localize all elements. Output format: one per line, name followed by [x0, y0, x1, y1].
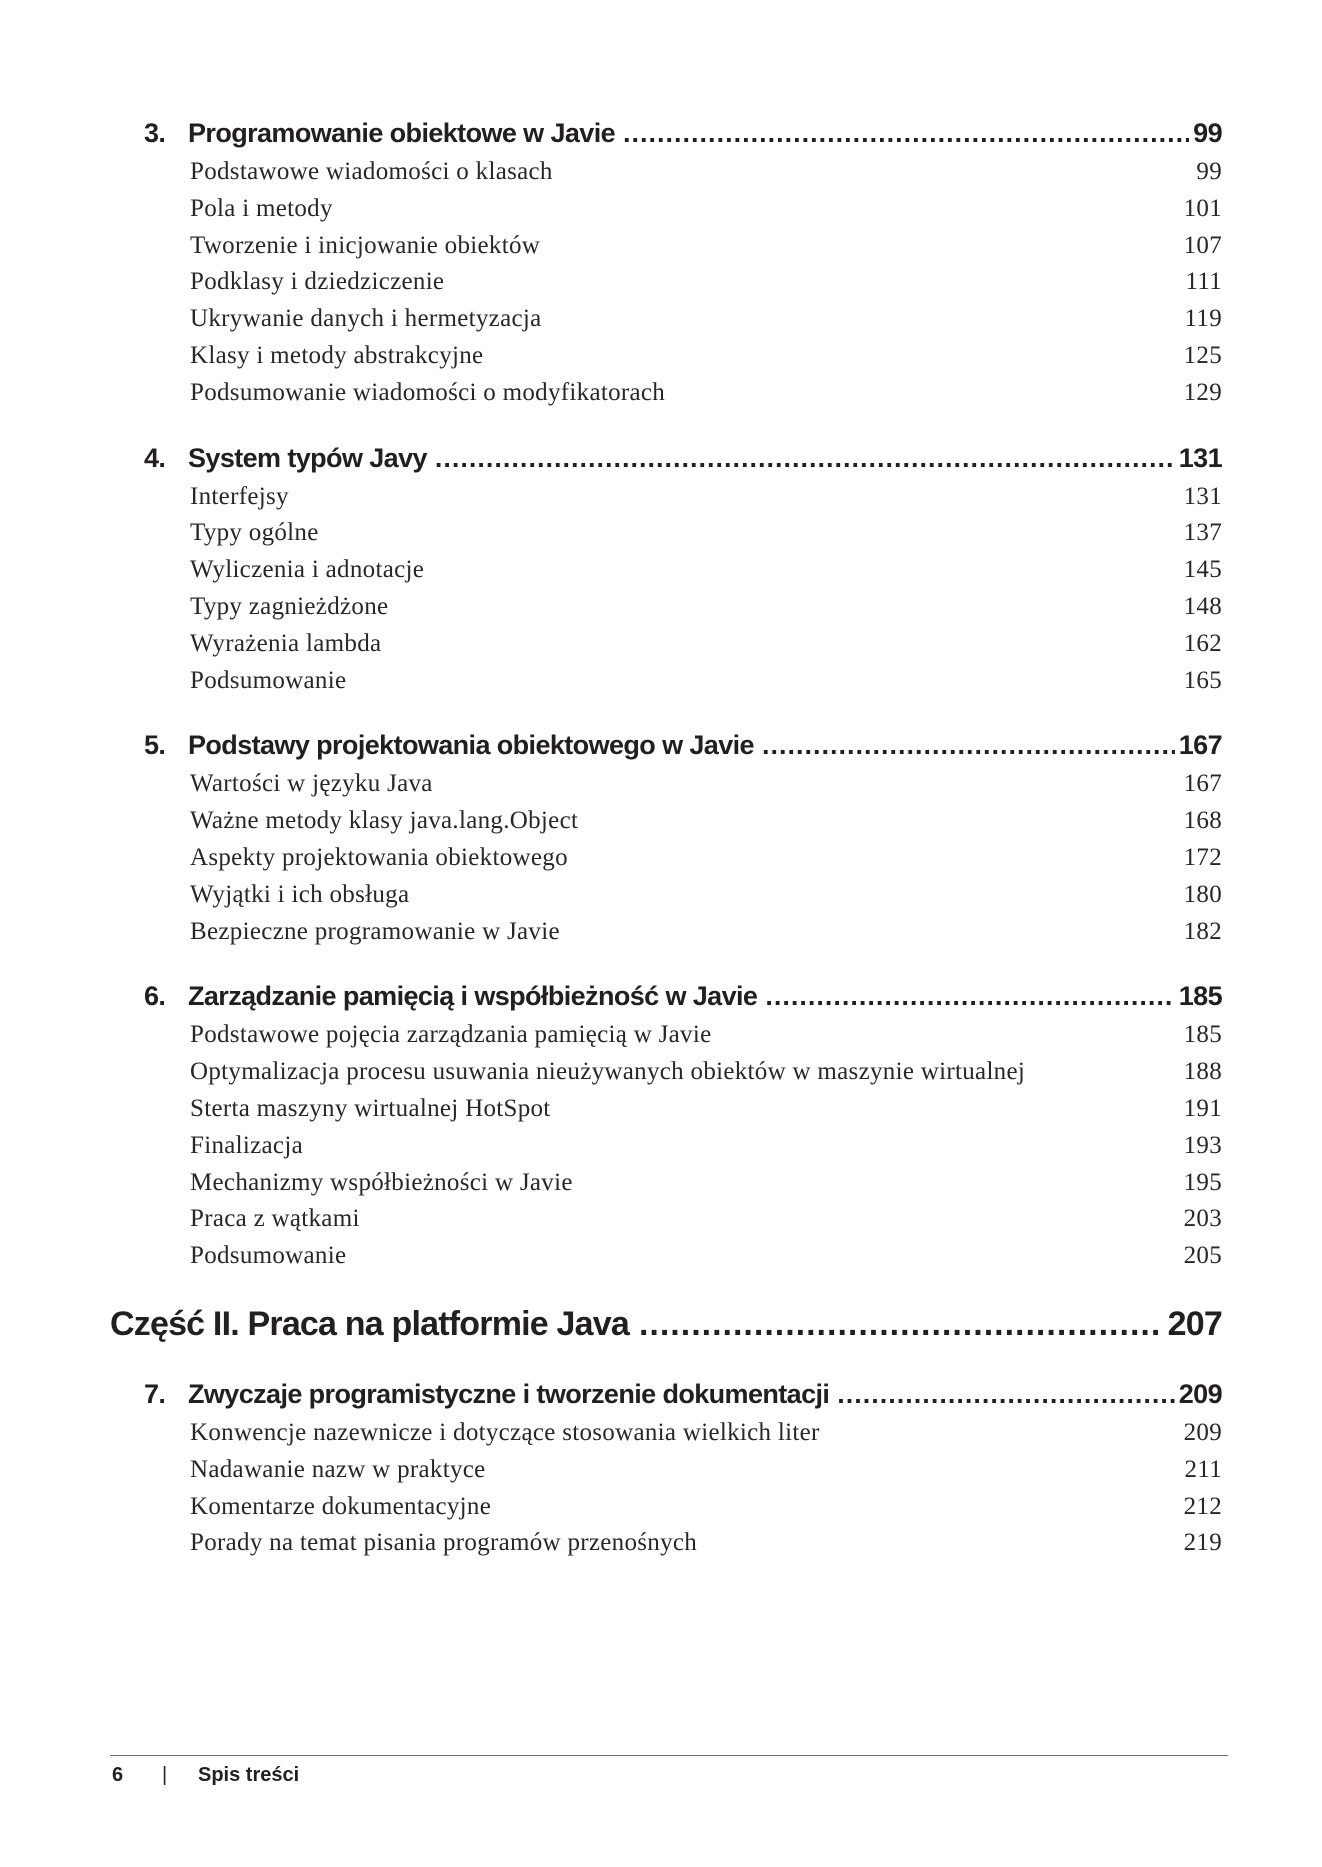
- section-list: [190, 770, 1222, 954]
- section-list: [190, 158, 1222, 416]
- footer-separator: |: [162, 1764, 168, 1786]
- section-page-number: 167: [1183, 770, 1222, 798]
- section-title: Typy zagnieżdżone: [190, 592, 389, 620]
- page-footer: [112, 1764, 299, 1794]
- section-title: Konwencje nazewnicze i dotyczące stosowania wielkich liter: [190, 1418, 820, 1446]
- toc-entry[interactable]: [190, 1456, 1222, 1493]
- footer-page-number: 6: [112, 1764, 124, 1786]
- section-title: Wyjątki i ich obsługa: [190, 880, 410, 908]
- toc-entry[interactable]: [190, 1493, 1222, 1530]
- dot-leader: [765, 981, 1174, 1012]
- chapter-4: [110, 443, 1222, 704]
- chapter-title: System typów Javy: [188, 442, 427, 473]
- section-page-number: 205: [1183, 1242, 1222, 1270]
- chapter-3: [110, 118, 1222, 416]
- dot-leader: [762, 730, 1175, 761]
- dot-leader: [639, 1305, 1162, 1344]
- toc-entry[interactable]: [190, 483, 1222, 520]
- chapter-heading[interactable]: [144, 981, 1222, 1021]
- section-page-number: 191: [1183, 1094, 1222, 1122]
- section-page-number: 209: [1183, 1418, 1222, 1446]
- footer-rule: [110, 1755, 1228, 1756]
- chapter-title: Zwyczaje programistyczne i tworzenie dokumentacji: [188, 1378, 830, 1409]
- footer-running-title: Spis treści: [198, 1764, 300, 1786]
- section-list: [190, 1419, 1222, 1566]
- chapter-page-number: 131: [1178, 442, 1222, 473]
- table-of-contents: [110, 118, 1222, 1595]
- chapter-number: 6.: [144, 981, 166, 1012]
- toc-entry[interactable]: [190, 1095, 1222, 1132]
- chapter-7: [110, 1379, 1222, 1566]
- section-title: Optymalizacja procesu usuwania nieużywanych obiektów w maszynie wirtualnej: [190, 1058, 1026, 1086]
- toc-entry[interactable]: [190, 844, 1222, 881]
- section-page-number: 185: [1183, 1021, 1222, 1049]
- section-list: [190, 1021, 1222, 1279]
- toc-entry[interactable]: [190, 379, 1222, 416]
- section-page-number: 165: [1183, 666, 1222, 694]
- toc-entry[interactable]: [190, 305, 1222, 342]
- section-page-number: 195: [1183, 1168, 1222, 1196]
- toc-entry[interactable]: [190, 1021, 1222, 1058]
- section-title: Ważne metody klasy java.lang.Object: [190, 807, 579, 835]
- section-page-number: 145: [1183, 556, 1222, 584]
- chapter-5: [110, 730, 1222, 954]
- section-title: Klasy i metody abstrakcyjne: [190, 341, 484, 369]
- section-title: Wartości w języku Java: [190, 770, 433, 798]
- part-heading[interactable]: [110, 1305, 1222, 1363]
- section-title: Podstawowe pojęcia zarządzania pamięcią w Javie: [190, 1021, 712, 1049]
- toc-entry[interactable]: [190, 1169, 1222, 1206]
- chapter-number: 7.: [144, 1378, 166, 1409]
- toc-entry[interactable]: [190, 881, 1222, 918]
- toc-entry[interactable]: [190, 268, 1222, 305]
- section-title: Komentarze dokumentacyjne: [190, 1492, 492, 1520]
- section-title: Podsumowanie: [190, 1242, 347, 1270]
- section-page-number: 182: [1183, 917, 1222, 945]
- section-title: Typy ogólne: [190, 519, 319, 547]
- section-page-number: 125: [1183, 341, 1222, 369]
- section-title: Podsumowanie: [190, 666, 347, 694]
- section-title: Nadawanie nazw w praktyce: [190, 1455, 486, 1483]
- chapter-number: 3.: [144, 118, 166, 148]
- chapter-number: 5.: [144, 730, 166, 761]
- section-title: Porady na temat pisania programów przenośnych: [190, 1529, 698, 1557]
- chapter-page-number: 99: [1193, 118, 1222, 148]
- section-page-number: 203: [1183, 1205, 1222, 1233]
- section-title: Praca z wątkami: [190, 1205, 360, 1233]
- chapter-title: Programowanie obiektowe w Javie: [188, 118, 616, 148]
- toc-entry[interactable]: [190, 1058, 1222, 1095]
- chapter-number: 4.: [144, 442, 166, 473]
- chapter-heading[interactable]: [144, 443, 1222, 483]
- toc-entry[interactable]: [190, 519, 1222, 556]
- chapter-title: Podstawy projektowania obiektowego w Javie: [188, 730, 754, 761]
- section-title: Wyrażenia lambda: [190, 629, 382, 657]
- section-page-number: 99: [1196, 158, 1222, 185]
- toc-entry[interactable]: [190, 593, 1222, 630]
- section-title: Podsumowanie wiadomości o modyfikatorach: [190, 378, 666, 406]
- toc-entry[interactable]: [190, 1132, 1222, 1169]
- section-title: Mechanizmy współbieżności w Javie: [190, 1168, 573, 1196]
- section-title: Ukrywanie danych i hermetyzacja: [190, 305, 542, 333]
- section-page-number: 129: [1183, 378, 1222, 406]
- section-page-number: 212: [1183, 1492, 1222, 1520]
- dot-leader: [623, 118, 1189, 149]
- section-list: [190, 483, 1222, 704]
- toc-entry[interactable]: [190, 556, 1222, 593]
- section-title: Podklasy i dziedziczenie: [190, 268, 445, 296]
- section-title: Aspekty projektowania obiektowego: [190, 843, 568, 871]
- section-page-number: 148: [1183, 592, 1222, 620]
- section-page-number: 219: [1183, 1529, 1222, 1557]
- section-title: Tworzenie i inicjowanie obiektów: [190, 231, 541, 259]
- toc-entry[interactable]: [190, 630, 1222, 667]
- section-page-number: 101: [1183, 194, 1222, 222]
- section-title: Bezpieczne programowanie w Javie: [190, 917, 560, 945]
- toc-entry[interactable]: [190, 807, 1222, 844]
- toc-entry[interactable]: [190, 770, 1222, 807]
- section-page-number: 168: [1183, 807, 1222, 835]
- part-page-number: 207: [1167, 1304, 1222, 1343]
- section-page-number: 193: [1183, 1131, 1222, 1159]
- toc-entry[interactable]: [190, 1419, 1222, 1456]
- section-page-number: 172: [1183, 843, 1222, 871]
- toc-entry[interactable]: [190, 158, 1222, 195]
- chapter-heading[interactable]: [144, 730, 1222, 770]
- dot-leader: [837, 1379, 1174, 1410]
- section-title: Wyliczenia i adnotacje: [190, 556, 425, 584]
- section-title: Finalizacja: [190, 1131, 303, 1159]
- toc-entry[interactable]: [190, 667, 1222, 704]
- chapter-title: Zarządzanie pamięcią i współbieżność w Javie: [188, 981, 758, 1012]
- chapter-6: [110, 981, 1222, 1279]
- toc-entry[interactable]: [190, 1205, 1222, 1242]
- dot-leader: [435, 443, 1175, 474]
- section-page-number: 162: [1183, 629, 1222, 657]
- section-page-number: 119: [1184, 305, 1222, 333]
- section-title: Interfejsy: [190, 482, 289, 510]
- section-page-number: 107: [1183, 231, 1222, 259]
- section-page-number: 137: [1183, 519, 1222, 547]
- toc-entry[interactable]: [190, 342, 1222, 379]
- section-title: Pola i metody: [190, 194, 333, 222]
- section-page-number: 131: [1183, 482, 1222, 510]
- section-page-number: 111: [1185, 268, 1222, 296]
- section-page-number: 180: [1183, 880, 1222, 908]
- toc-entry[interactable]: [190, 918, 1222, 955]
- chapter-page-number: 185: [1178, 981, 1222, 1012]
- toc-entry[interactable]: [190, 232, 1222, 269]
- part-title: Część II. Praca na platformie Java: [110, 1304, 629, 1343]
- section-page-number: 188: [1183, 1058, 1222, 1086]
- chapter-heading[interactable]: [144, 118, 1222, 158]
- chapter-page-number: 167: [1178, 730, 1222, 761]
- section-title: Podstawowe wiadomości o klasach: [190, 158, 553, 185]
- section-page-number: 211: [1184, 1455, 1222, 1483]
- section-title: Sterta maszyny wirtualnej HotSpot: [190, 1094, 551, 1122]
- toc-entry[interactable]: [190, 195, 1222, 232]
- toc-entry[interactable]: [190, 1242, 1222, 1279]
- chapter-heading[interactable]: [144, 1379, 1222, 1419]
- toc-entry[interactable]: [190, 1529, 1222, 1566]
- chapter-page-number: 209: [1178, 1378, 1222, 1409]
